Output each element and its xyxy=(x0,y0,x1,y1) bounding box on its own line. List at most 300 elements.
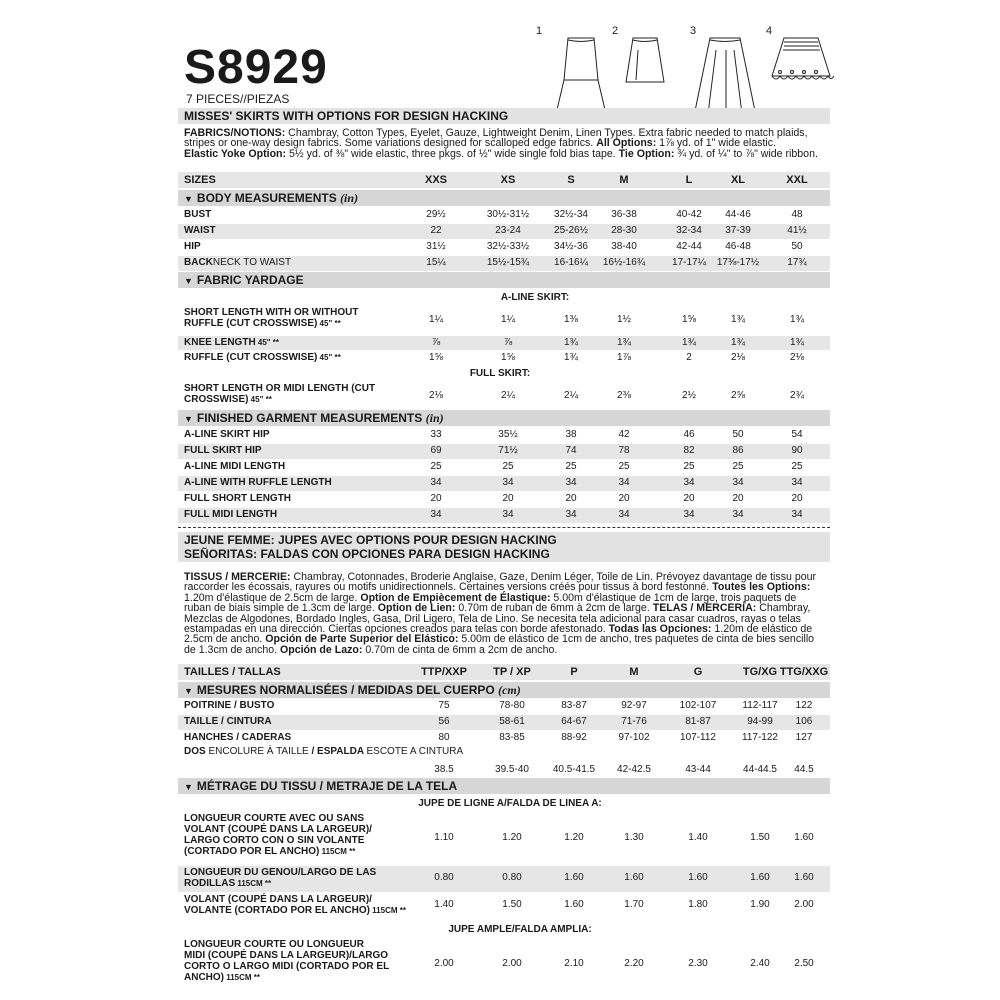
table-cell: 86 xyxy=(732,445,744,456)
table-cell: 2.00 xyxy=(502,958,522,969)
table-cell: 2.00 xyxy=(794,899,814,910)
table-cell: 37-39 xyxy=(725,225,751,236)
table-cell: 1.70 xyxy=(624,899,644,910)
table-cell: 29½ xyxy=(426,209,446,220)
triangle-down-icon: ▼ xyxy=(184,782,193,792)
table-cell: 1¼ xyxy=(501,314,515,325)
tissus-text: Chambray, Cotonnades, Broderie Anglaise, Gaze, Denim Léger, Toile de Lin. Prévoyez davantage de tissu pour raccorder les écossais, rayures ou motifs unidirectionnels. Certaines versions créés pour tissus à bord festonné. xyxy=(184,571,817,594)
table-cell: 1.60 xyxy=(564,899,584,910)
table-cell: 32-34 xyxy=(676,225,702,236)
table-cell: 1.60 xyxy=(564,872,584,883)
table-cell: 2⅛ xyxy=(790,352,804,363)
table-cell: 2.40 xyxy=(750,958,770,969)
a-line-skirt-subhead: A-LINE SKIRT: xyxy=(500,292,570,303)
english-title: MISSES' SKIRTS WITH OPTIONS FOR DESIGN HACKING xyxy=(178,108,830,124)
table-cell: 1⅝ xyxy=(682,314,696,325)
tissus-label: TISSUS / MERCERIE: xyxy=(184,571,291,583)
view-number: 1 xyxy=(536,25,543,37)
fabric-width: 45" ** xyxy=(255,338,280,347)
table-cell: 1¾ xyxy=(564,352,578,363)
table-cell: 42-44 xyxy=(676,241,702,252)
table-cell: 42 xyxy=(618,429,630,440)
toutes-options-label: Toutes les Options: xyxy=(712,581,811,594)
table-cell: TG/XG xyxy=(742,666,778,678)
sizes-header-row xyxy=(178,172,830,188)
table-cell: 17⅜-17½ xyxy=(716,257,760,268)
row-label xyxy=(184,461,285,472)
table-cell: 20 xyxy=(430,493,442,504)
table-cell: 1.90 xyxy=(750,899,770,910)
view-sketches xyxy=(530,20,840,120)
table-cell: 1¾ xyxy=(682,337,696,348)
table-cell: 2¼ xyxy=(501,390,515,401)
table-cell: 36-38 xyxy=(611,209,637,220)
table-cell: 20 xyxy=(565,493,577,504)
row-label xyxy=(184,225,216,236)
table-cell: 1.60 xyxy=(794,872,814,883)
row-label xyxy=(184,813,372,857)
row-label-last: (CORTADO POR EL ANCHO) xyxy=(184,846,320,857)
table-cell: 1.60 xyxy=(624,872,644,883)
table-cell: 25 xyxy=(732,461,744,472)
row-label xyxy=(184,894,406,916)
view-4-sketch xyxy=(766,25,834,79)
table-cell: 44-46 xyxy=(725,209,751,220)
french-title: JEUNE FEMME: JUPES AVEC OPTIONS POUR DESIGN HACKING xyxy=(184,533,557,547)
table-cell: 16-16¼ xyxy=(554,257,588,268)
row-label-line: LONGUEUR DU GENOU/LARGO DE LAS xyxy=(184,867,377,878)
row-label xyxy=(184,209,211,220)
table-cell: 31½ xyxy=(426,241,446,252)
table-cell: 92-97 xyxy=(621,700,647,711)
table-cell: 2.30 xyxy=(688,958,708,969)
row-label-extra: NECK TO WAIST xyxy=(212,257,292,268)
table-cell: 2¼ xyxy=(564,390,578,401)
finished-row xyxy=(178,492,830,507)
table-cell: 2.20 xyxy=(624,958,644,969)
row-label-text: HANCHES / CADERAS xyxy=(184,732,292,743)
table-cell: 94-99 xyxy=(747,716,773,727)
pieces-count: 7 PIECES//PIEZAS xyxy=(186,92,290,106)
row-label-text: TAILLE / CINTURA xyxy=(184,716,272,727)
lazo-label: Opción de Lazo: xyxy=(280,643,363,656)
lien-text: 0.70m de ruban de 6mm à 2cm de large. xyxy=(455,602,650,615)
mesures-title: MESURES NORMALISÉES / MEDIDAS DEL CUERPO xyxy=(196,683,495,697)
table-cell: 28-30 xyxy=(611,225,637,236)
table-cell: M xyxy=(619,174,629,186)
table-cell: 2⅛ xyxy=(731,352,745,363)
yardage-row xyxy=(178,382,830,408)
view-1-sketch xyxy=(536,25,606,117)
row-label xyxy=(184,241,201,252)
tailles-header-row xyxy=(178,664,830,680)
pattern-number: S8929 xyxy=(184,41,328,94)
fr-es-title xyxy=(178,532,830,562)
empiecement-text: 5.00m d'élastique de 1cm de large, trois paquets de ruban de biais simple de 1.3cm de large. xyxy=(184,591,797,615)
fr-es-fabrics-notions xyxy=(184,572,824,655)
row-label-text-2: CROSSWISE) xyxy=(184,394,249,405)
table-cell: 34 xyxy=(683,509,695,520)
table-cell: 2½ xyxy=(682,390,696,401)
row-label-text: A-LINE MIDI LENGTH xyxy=(184,461,286,472)
all-options-text: 1⅞ yd. of 1" wide elastic. xyxy=(656,137,776,150)
table-cell: 40-42 xyxy=(676,209,702,220)
dos-extra-fr: ENCOLURE À TAILLE xyxy=(208,746,309,757)
triangle-down-icon: ▼ xyxy=(184,194,193,204)
yardage-row xyxy=(178,306,830,334)
table-cell: 1¾ xyxy=(731,314,745,325)
section-divider xyxy=(178,527,830,528)
table-cell: 25 xyxy=(791,461,803,472)
table-cell: 34 xyxy=(683,477,695,488)
yardage-row xyxy=(178,351,830,365)
table-cell: 34 xyxy=(565,509,577,520)
todas-opciones-label: Todas las Opciones: xyxy=(608,623,712,636)
elastic-yoke-label: Elastic Yoke Option: xyxy=(184,147,287,160)
table-cell: 1¾ xyxy=(731,337,745,348)
table-cell: 1¾ xyxy=(564,337,578,348)
table-cell: 42-42.5 xyxy=(617,764,651,775)
table-cell: 0.80 xyxy=(434,872,454,883)
table-cell: 38 xyxy=(565,429,577,440)
table-cell: 34 xyxy=(791,509,803,520)
row-label xyxy=(184,732,291,743)
body-row xyxy=(178,256,830,271)
lien-label: Option de Lien: xyxy=(377,602,456,615)
row-label xyxy=(184,509,277,520)
table-cell: ⅞ xyxy=(503,337,513,348)
row-label xyxy=(184,939,389,983)
view-2-sketch xyxy=(612,25,664,82)
table-cell: 1.50 xyxy=(750,832,770,843)
finished-row xyxy=(178,444,830,459)
tie-option-label: Tie Option: xyxy=(618,147,675,160)
table-cell: 48 xyxy=(791,209,803,220)
table-cell: ⅞ xyxy=(431,337,441,348)
table-cell: 71½ xyxy=(498,445,518,456)
table-cell: S xyxy=(567,174,575,186)
row-label-text: SHORT LENGTH OR MIDI LENGTH (CUT xyxy=(184,383,376,394)
row-label-line: LONGUEUR COURTE OU LONGUEUR xyxy=(184,939,364,950)
fabric-width: 115CM ** xyxy=(235,879,272,888)
table-cell: 33 xyxy=(430,429,442,440)
elastic-yoke-text: 5½ yd. of ⅜" wide elastic, three pkgs. of ½" wide single fold bias tape. xyxy=(286,147,619,160)
body-row xyxy=(178,208,830,223)
table-cell: L xyxy=(685,174,693,186)
table-cell: 71-76 xyxy=(621,716,647,727)
finished-row xyxy=(178,476,830,491)
row-label-text: SHORT LENGTH WITH OR WITHOUT xyxy=(184,307,359,318)
table-cell: 1.20 xyxy=(502,832,522,843)
row-label-last: RODILLAS xyxy=(184,878,236,889)
table-cell: 58-61 xyxy=(499,716,525,727)
row-label xyxy=(184,307,358,329)
row-label-text: A-LINE WITH RUFFLE LENGTH xyxy=(184,477,332,488)
table-cell: 43-44 xyxy=(685,764,711,775)
mesures-row xyxy=(178,699,830,714)
dos-separator: / ESPALDA xyxy=(308,746,367,757)
table-cell: 34½-36 xyxy=(554,241,588,252)
telas-label: TELAS / MERCERÍA: xyxy=(652,602,757,615)
body-row xyxy=(178,240,830,255)
metrage-row xyxy=(178,893,830,919)
view-number: 3 xyxy=(690,25,697,37)
table-cell: 20 xyxy=(618,493,630,504)
table-cell: 2⅜ xyxy=(617,390,631,401)
table-cell: 1.40 xyxy=(434,899,454,910)
table-cell: 34 xyxy=(732,509,744,520)
table-cell: 1.30 xyxy=(624,832,644,843)
table-cell: 56 xyxy=(438,716,450,727)
table-cell: XXL xyxy=(786,174,808,186)
table-cell: 2¾ xyxy=(790,390,804,401)
yardage-row xyxy=(178,336,830,350)
mesures-row xyxy=(178,715,830,730)
row-label-line: CORTO O LARGO MIDI (CORTADO POR EL xyxy=(184,961,390,972)
table-cell: 23-24 xyxy=(495,225,521,236)
table-cell: 30½-31½ xyxy=(486,209,530,220)
tailles-label: TAILLES / TALLAS xyxy=(184,666,281,678)
dos-extra-es: ESCOTE A CINTURA xyxy=(366,746,464,757)
table-cell: 34 xyxy=(430,477,442,488)
body-measurements-title: BODY MEASUREMENTS xyxy=(196,191,337,205)
table-cell: 82 xyxy=(683,445,695,456)
finished-measurements-unit: (in) xyxy=(425,411,444,425)
row-label-last: VOLANTE (CORTADO POR EL ANCHO) xyxy=(184,905,370,916)
todas-opciones-text: 1.20m de elástico de 2.5cm de ancho. xyxy=(184,623,813,646)
table-cell: 25 xyxy=(618,461,630,472)
row-label-text: HIP xyxy=(184,241,201,252)
row-label xyxy=(184,477,332,488)
table-cell: 122 xyxy=(795,700,813,711)
table-cell: 17¾ xyxy=(787,257,807,268)
table-cell: 88-92 xyxy=(561,732,587,743)
row-label-text: FULL SHORT LENGTH xyxy=(184,493,292,504)
table-cell: 1.50 xyxy=(502,899,522,910)
finished-row xyxy=(178,460,830,475)
table-cell: 81-87 xyxy=(685,716,711,727)
table-cell: 44-44.5 xyxy=(743,764,777,775)
body-measurements-header xyxy=(178,190,830,206)
table-cell: P xyxy=(570,666,578,678)
fabric-width: 115CM ** xyxy=(224,973,261,982)
row-label xyxy=(184,867,376,889)
row-label xyxy=(184,337,279,348)
table-cell: G xyxy=(693,666,703,678)
table-cell: 46 xyxy=(683,429,695,440)
table-cell: 1.60 xyxy=(750,872,770,883)
table-cell: 34 xyxy=(732,477,744,488)
fabric-width: 115CM ** xyxy=(369,906,406,915)
row-label-text: BUST xyxy=(184,209,212,220)
table-cell: 117-122 xyxy=(742,732,778,743)
row-label xyxy=(184,700,274,711)
parte-superior-label: Opción de Parte Superior del Elástico: xyxy=(265,633,459,646)
table-cell: 22 xyxy=(430,225,442,236)
row-label-text: POITRINE / BUSTO xyxy=(184,700,275,711)
table-cell: 1.10 xyxy=(434,832,454,843)
metrage-row xyxy=(178,938,830,990)
table-cell: 1½ xyxy=(617,314,631,325)
row-label-text: A-LINE SKIRT HIP xyxy=(184,429,270,440)
table-cell: 32½-34 xyxy=(554,209,588,220)
dos-label-text: DOS xyxy=(184,746,206,757)
all-options-label: All Options: xyxy=(596,137,657,150)
table-cell: 2.10 xyxy=(564,958,584,969)
row-label-last: ANCHO) xyxy=(184,972,224,983)
table-cell: 54 xyxy=(791,429,803,440)
table-cell: 20 xyxy=(502,493,514,504)
table-cell: 75 xyxy=(438,700,450,711)
mesures-unit: (cm) xyxy=(498,683,521,697)
row-label-line: LARGO CORTO CON O SIN VOLANTE xyxy=(184,835,365,846)
table-cell: 39.5-40 xyxy=(495,764,529,775)
fabric-yardage-title: FABRIC YARDAGE xyxy=(196,273,304,287)
table-cell: XXS xyxy=(424,174,447,186)
table-cell: 69 xyxy=(430,445,442,456)
finished-measurements-header xyxy=(178,410,830,426)
table-cell: 25-26½ xyxy=(554,225,588,236)
table-cell: 34 xyxy=(565,477,577,488)
row-label xyxy=(184,257,291,268)
triangle-down-icon: ▼ xyxy=(184,414,193,424)
tie-option-text: ¾ yd. of ¼" to ⅞" wide ribbon. xyxy=(674,147,818,160)
triangle-down-icon: ▼ xyxy=(184,276,193,286)
table-cell: 107-112 xyxy=(680,732,716,743)
table-cell: 83-85 xyxy=(499,732,525,743)
parte-superior-text: 5.00m de elástico de 1cm de ancho, tres paquetes de cinta de bies sencillo de 1.3cm de ancho. xyxy=(184,633,815,656)
fabric-width: 115CM ** xyxy=(319,847,356,856)
row-label-text: FULL MIDI LENGTH xyxy=(184,509,278,520)
table-cell: 127 xyxy=(795,732,813,743)
lazo-text: 0.70m de cinta de 6mm a 2cm de ancho. xyxy=(362,643,558,656)
table-cell: 1¼ xyxy=(429,314,443,325)
table-cell: 15¼ xyxy=(426,257,446,268)
table-cell: 20 xyxy=(732,493,744,504)
table-cell: 50 xyxy=(732,429,744,440)
fabrics-text: Chambray, Cotton Types, Eyelet, Gauze, Lightweight Denim, Linen Types. Extra fabric needed to match plaids, stripes or one-way design fabrics. Some variations designed for scalloped edge fabrics. xyxy=(184,127,808,150)
table-cell: 1.40 xyxy=(688,832,708,843)
row-label-text: BACK xyxy=(184,257,213,268)
table-cell: M xyxy=(629,666,639,678)
mesures-header xyxy=(178,682,830,698)
table-cell: 15½-15¾ xyxy=(486,257,530,268)
table-cell: 25 xyxy=(565,461,577,472)
table-cell: 40.5-41.5 xyxy=(552,764,596,775)
body-row xyxy=(178,224,830,239)
table-cell: XL xyxy=(730,174,746,186)
row-label xyxy=(184,493,291,504)
jupe-ligne-a-subhead: JUPE DE LIGNE A/FALDA DE LINEA A: xyxy=(418,798,602,809)
table-cell: 1⅝ xyxy=(429,352,443,363)
fabric-width: 45" ** xyxy=(317,353,341,362)
table-cell: 83-87 xyxy=(561,700,587,711)
row-label xyxy=(184,352,341,363)
table-cell: 20 xyxy=(791,493,803,504)
view-number: 4 xyxy=(766,25,773,37)
table-cell: 1.60 xyxy=(688,872,708,883)
table-cell: 97-102 xyxy=(618,732,650,743)
table-cell: 16½-16¾ xyxy=(602,257,646,268)
english-fabrics-notions xyxy=(184,128,824,159)
table-cell: 50 xyxy=(791,241,803,252)
body-measurements-unit: (in) xyxy=(340,191,359,205)
table-cell: 44.5 xyxy=(794,764,814,775)
row-label-text-2: RUFFLE (CUT CROSSWISE) xyxy=(184,318,318,329)
row-label-text: WAIST xyxy=(184,225,216,236)
table-cell: 34 xyxy=(618,477,630,488)
mesures-row xyxy=(178,731,830,746)
finished-row xyxy=(178,428,830,443)
metrage-row xyxy=(178,812,830,864)
row-label xyxy=(184,716,272,727)
table-cell: 1⅜ xyxy=(564,314,578,325)
table-cell: 1¾ xyxy=(617,337,631,348)
table-cell: 80 xyxy=(438,732,450,743)
row-label-text: KNEE LENGTH xyxy=(184,337,256,348)
table-cell: 34 xyxy=(502,509,514,520)
fabrics-label: FABRICS/NOTIONS: xyxy=(184,127,286,139)
table-cell: 1⅞ xyxy=(617,352,631,363)
table-cell: 1.20 xyxy=(564,832,584,843)
table-cell: 41½ xyxy=(787,225,807,236)
table-cell: 20 xyxy=(683,493,695,504)
view-3-sketch xyxy=(690,25,756,118)
table-cell: 2.00 xyxy=(434,958,454,969)
table-cell: 1⅝ xyxy=(501,352,515,363)
table-cell: TTP/XXP xyxy=(421,666,467,678)
dos-label xyxy=(184,746,463,757)
table-cell: 46-48 xyxy=(725,241,751,252)
row-label-line: MIDI (COUPÉ DANS LA LARGEUR)/LARGO xyxy=(184,950,389,961)
table-cell: XS xyxy=(500,174,516,186)
table-cell: 90 xyxy=(791,445,803,456)
metrage-row xyxy=(178,866,830,892)
table-cell: 64-67 xyxy=(561,716,587,727)
table-cell: 2⅛ xyxy=(429,390,443,401)
table-cell: 25 xyxy=(430,461,442,472)
table-cell: 38-40 xyxy=(611,241,637,252)
table-cell: 1.80 xyxy=(688,899,708,910)
row-label-line: LONGUEUR COURTE AVEC OU SANS xyxy=(184,813,365,824)
table-cell: 1¾ xyxy=(790,337,804,348)
table-cell: 38.5 xyxy=(434,764,454,775)
toutes-options-text: 1.20m d'élastique de 2.5cm de large. xyxy=(184,591,361,604)
finished-row xyxy=(178,508,830,523)
metrage-header xyxy=(178,778,830,794)
triangle-down-icon: ▼ xyxy=(184,686,193,696)
table-cell: 1.60 xyxy=(794,832,814,843)
table-cell: 102-107 xyxy=(679,700,717,711)
table-cell: 34 xyxy=(618,509,630,520)
table-cell: 74 xyxy=(565,445,577,456)
table-cell: 34 xyxy=(430,509,442,520)
finished-measurements-title: FINISHED GARMENT MEASUREMENTS xyxy=(196,411,423,425)
table-cell: 78 xyxy=(618,445,630,456)
table-cell: 2 xyxy=(686,352,692,363)
table-cell: 17-17¼ xyxy=(672,257,706,268)
table-cell: 78-80 xyxy=(499,700,525,711)
row-label xyxy=(184,429,270,440)
view-number: 2 xyxy=(612,25,619,37)
fabric-width: 45" ** xyxy=(248,395,272,404)
table-cell: 106 xyxy=(795,716,813,727)
fabric-width: 45" ** xyxy=(317,319,341,328)
full-skirt-subhead: FULL SKIRT: xyxy=(469,368,531,379)
row-label xyxy=(184,383,375,405)
sizes-label: SIZES xyxy=(184,174,216,186)
row-label-text: FULL SKIRT HIP xyxy=(184,445,262,456)
